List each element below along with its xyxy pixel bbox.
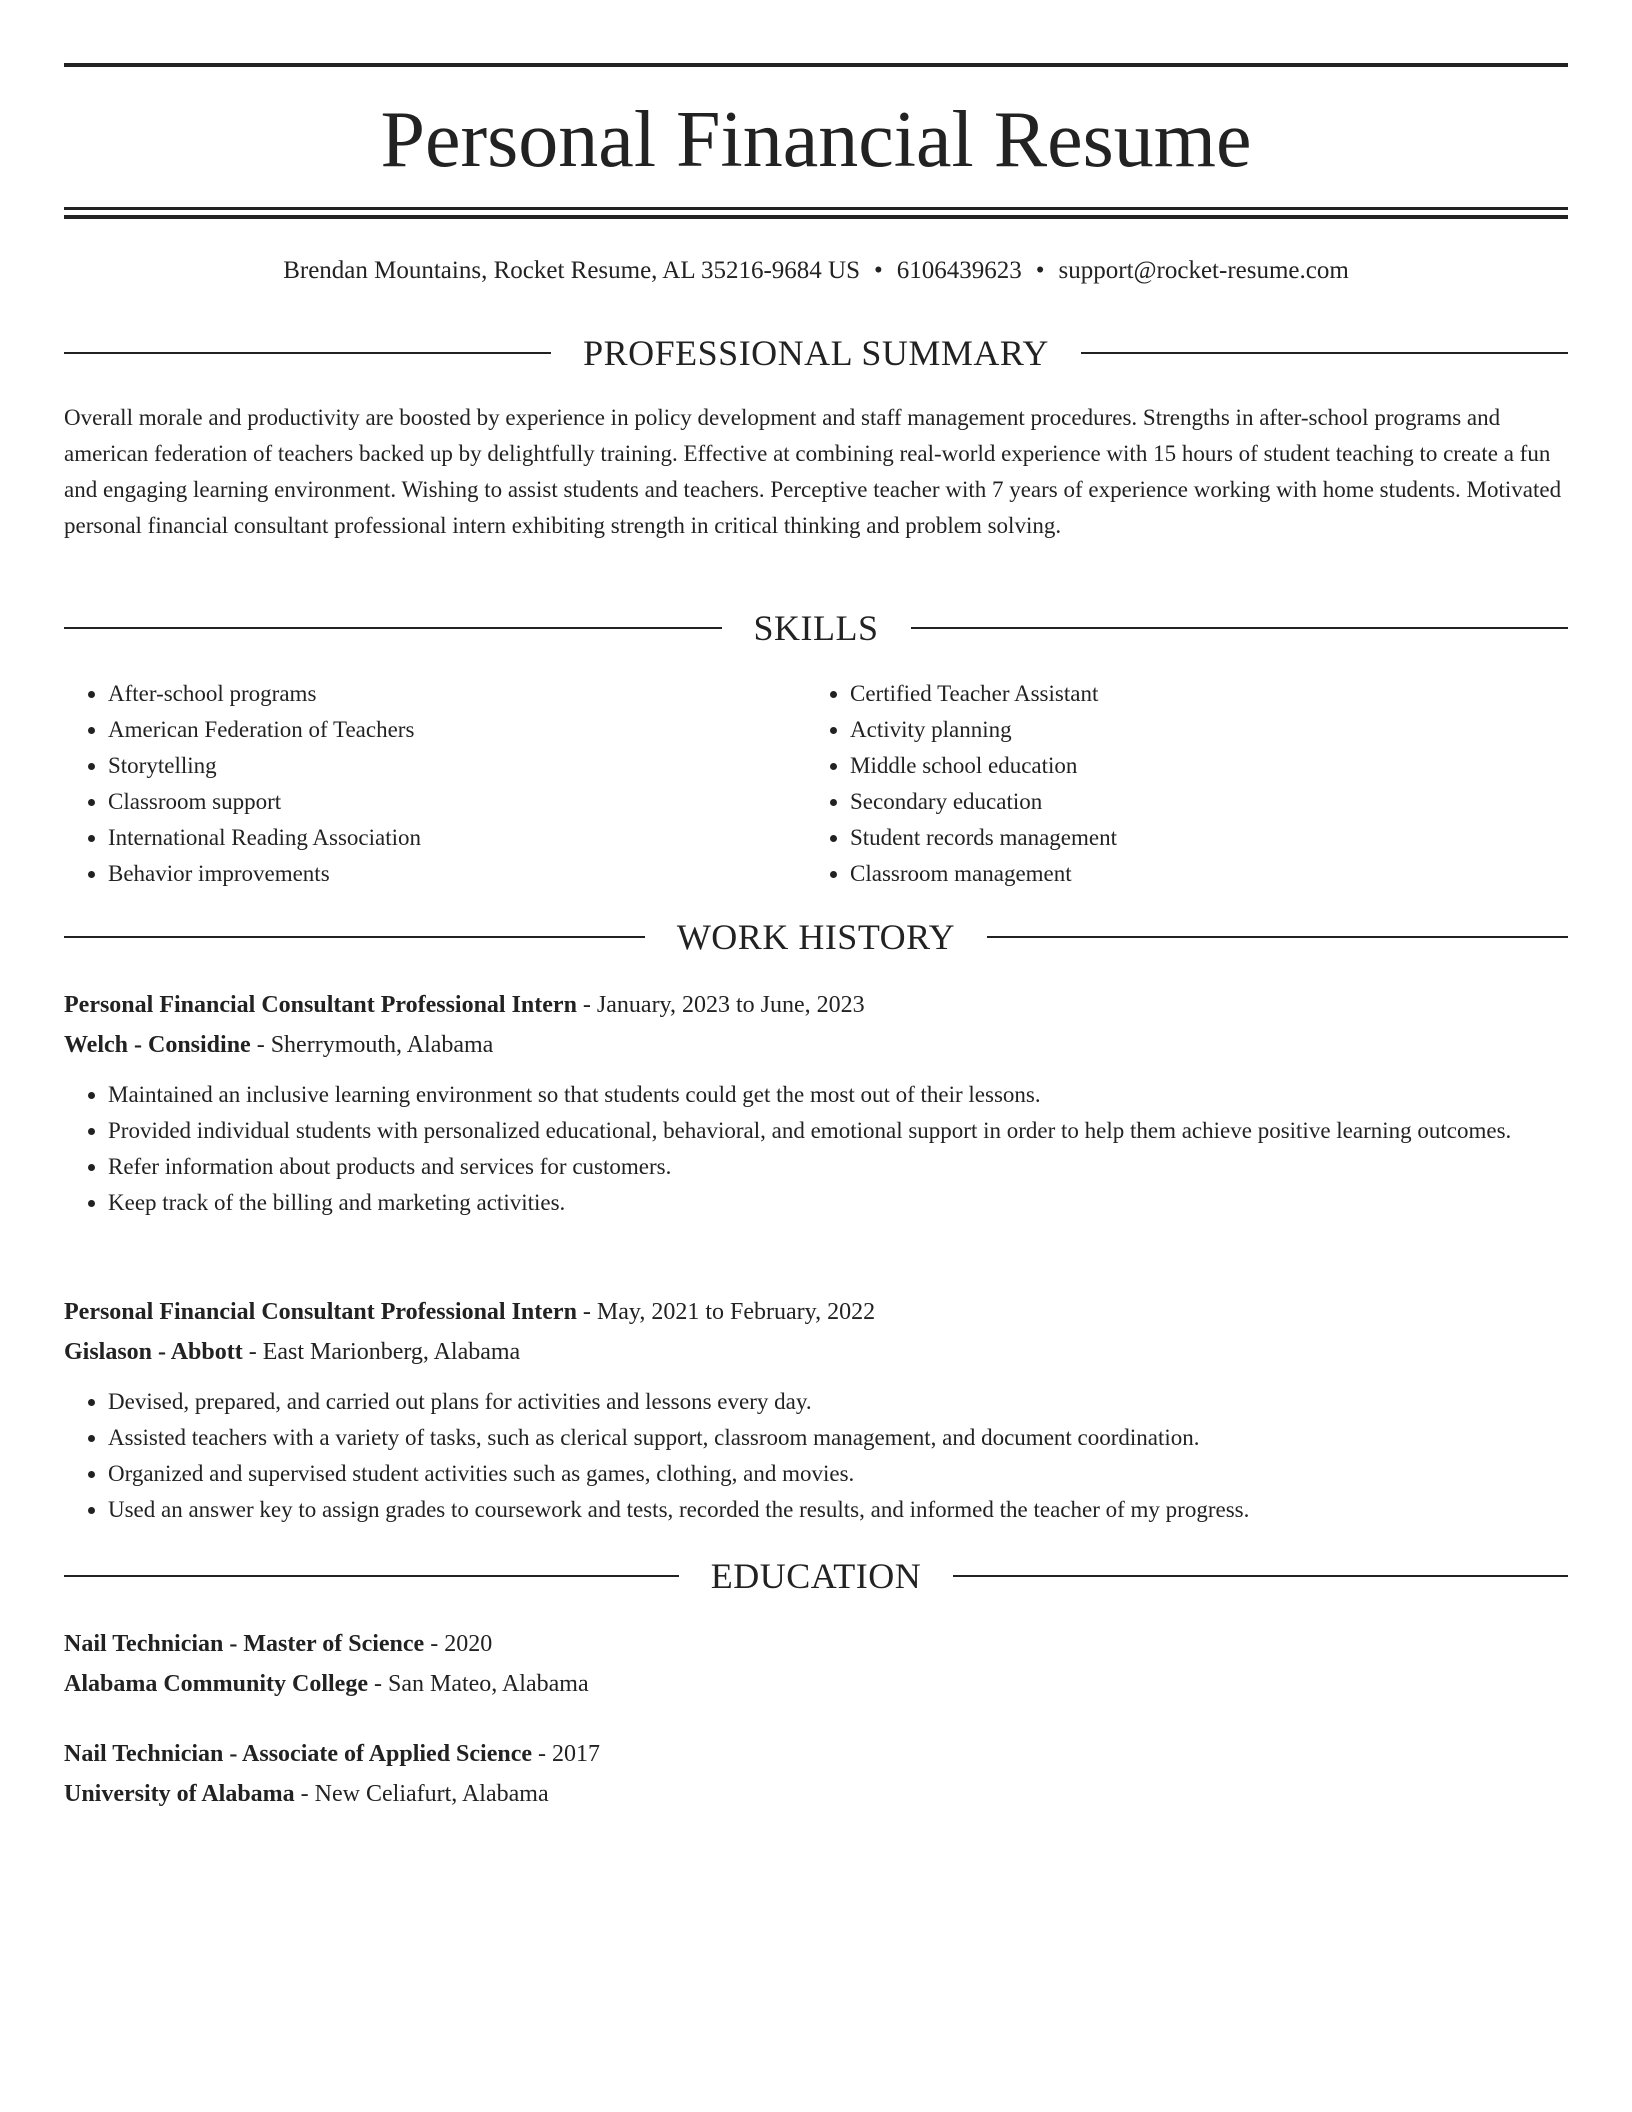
summary-text: Overall morale and productivity are boosted by experience in policy development and staff management procedures. Strengths in after-school programs and american federation of teachers backed up by delightfully training. Effective at combining real-world experience with 15 hours of student teaching to create a fun and engaging learning environment. Wishing to assist students and teachers. Perceptive teacher with 7 years of experience working with home students. Motivated personal financial consultant professional intern exhibiting strength in critical thinking and problem solving.: [64, 405, 1562, 538]
degree-line: Nail Technician - Associate of Applied Science - 2017: [64, 1741, 601, 1767]
school-line: University of Alabama - New Celiafurt, Alabama: [64, 1781, 549, 1807]
top-rule: [64, 63, 1568, 67]
contact-address: Brendan Mountains, Rocket Resume, AL 35216-9684 US: [283, 257, 860, 284]
job-company-line: Welch - Considine - Sherrymouth, Alabama: [64, 1032, 494, 1058]
skills-heading-label: SKILLS: [753, 608, 879, 648]
list-item: • Certified Teacher Assistant: [850, 676, 1568, 712]
skills-list-right: [806, 676, 1568, 892]
education-heading: [64, 1553, 1568, 1599]
school: University of Alabama: [64, 1781, 295, 1807]
list-item: • Used an answer key to assign grades to coursework and tests, recorded the results, and informed the teacher of my progress.: [108, 1492, 1568, 1528]
work-heading: [64, 914, 1568, 960]
job-title-line: Personal Financial Consultant Professional Intern - May, 2021 to February, 2022: [64, 1299, 876, 1325]
work-entry-1: [64, 985, 1568, 1221]
school-location: New Celiafurt, Alabama: [314, 1781, 549, 1807]
school-line: Alabama Community College - San Mateo, Alabama: [64, 1671, 589, 1697]
list-item: • Secondary education: [850, 784, 1568, 820]
education-heading-label: EDUCATION: [710, 1556, 922, 1596]
list-item: • After-school programs: [108, 676, 806, 712]
job-location: East Marionberg, Alabama: [262, 1339, 521, 1365]
degree: Nail Technician - Master of Science: [64, 1631, 425, 1657]
list-item: • American Federation of Teachers: [108, 712, 806, 748]
contact-email: support@rocket-resume.com: [1058, 257, 1349, 284]
education-entry-1: [64, 1624, 1568, 1704]
contact-separator: •: [873, 257, 883, 284]
skills-heading: [64, 605, 1568, 651]
job-dates: May, 2021 to February, 2022: [596, 1299, 876, 1325]
list-item: • Classroom management: [850, 856, 1568, 892]
list-item: • Organized and supervised student activities such as games, clothing, and movies.: [108, 1456, 1568, 1492]
list-item: • Keep track of the billing and marketing activities.: [108, 1185, 1568, 1221]
list-item: • Classroom support: [108, 784, 806, 820]
job-dates: January, 2023 to June, 2023: [596, 992, 865, 1018]
degree-line: Nail Technician - Master of Science - 2020: [64, 1631, 493, 1657]
list-item: • Provided individual students with personalized educational, behavioral, and emotional support in order to help them achieve positive learning outcomes.: [108, 1113, 1568, 1149]
list-item: • Middle school education: [850, 748, 1568, 784]
list-item: • Activity planning: [850, 712, 1568, 748]
job-company: Gislason - Abbott: [64, 1339, 243, 1365]
job-bullets: [64, 1077, 1568, 1221]
list-item: • International Reading Association: [108, 820, 806, 856]
list-item: • Behavior improvements: [108, 856, 806, 892]
degree-year: 2020: [444, 1631, 493, 1657]
list-item: • Devised, prepared, and carried out plans for activities and lessons every day.: [108, 1384, 1568, 1420]
summary-heading: [64, 330, 1568, 376]
work-entry-2: [64, 1292, 1568, 1528]
list-item: • Storytelling: [108, 748, 806, 784]
list-item: • Maintained an inclusive learning environment so that students could get the most out of their lessons.: [108, 1077, 1568, 1113]
list-item: • Student records management: [850, 820, 1568, 856]
job-title-line: Personal Financial Consultant Professional Intern - January, 2023 to June, 2023: [64, 992, 865, 1018]
job-title: Personal Financial Consultant Professional Intern: [64, 992, 577, 1018]
school-location: San Mateo, Alabama: [387, 1671, 589, 1697]
job-location: Sherrymouth, Alabama: [270, 1032, 494, 1058]
contact-line: [64, 254, 1568, 288]
degree-year: 2017: [552, 1741, 601, 1767]
skills-list-left: [64, 676, 806, 892]
job-company-line: Gislason - Abbott - East Marionberg, Alabama: [64, 1339, 521, 1365]
contact-phone: 6106439623: [896, 257, 1022, 284]
list-item: • Assisted teachers with a variety of tasks, such as clerical support, classroom management, and document coordination.: [108, 1420, 1568, 1456]
summary-heading-label: PROFESSIONAL SUMMARY: [583, 333, 1049, 373]
page-title: Personal Financial Resume: [380, 96, 1252, 184]
work-heading-label: WORK HISTORY: [676, 917, 956, 957]
education-entry-2: [64, 1734, 1568, 1814]
job-company: Welch - Considine: [64, 1032, 251, 1058]
list-item: • Refer information about products and services for customers.: [108, 1149, 1568, 1185]
school: Alabama Community College: [64, 1671, 368, 1697]
title-double-rule: [64, 207, 1568, 219]
skills-columns: [64, 676, 1568, 892]
degree: Nail Technician - Associate of Applied Science: [64, 1741, 533, 1767]
contact-separator: •: [1035, 257, 1045, 284]
job-title: Personal Financial Consultant Professional Intern: [64, 1299, 577, 1325]
job-bullets: [64, 1384, 1568, 1528]
